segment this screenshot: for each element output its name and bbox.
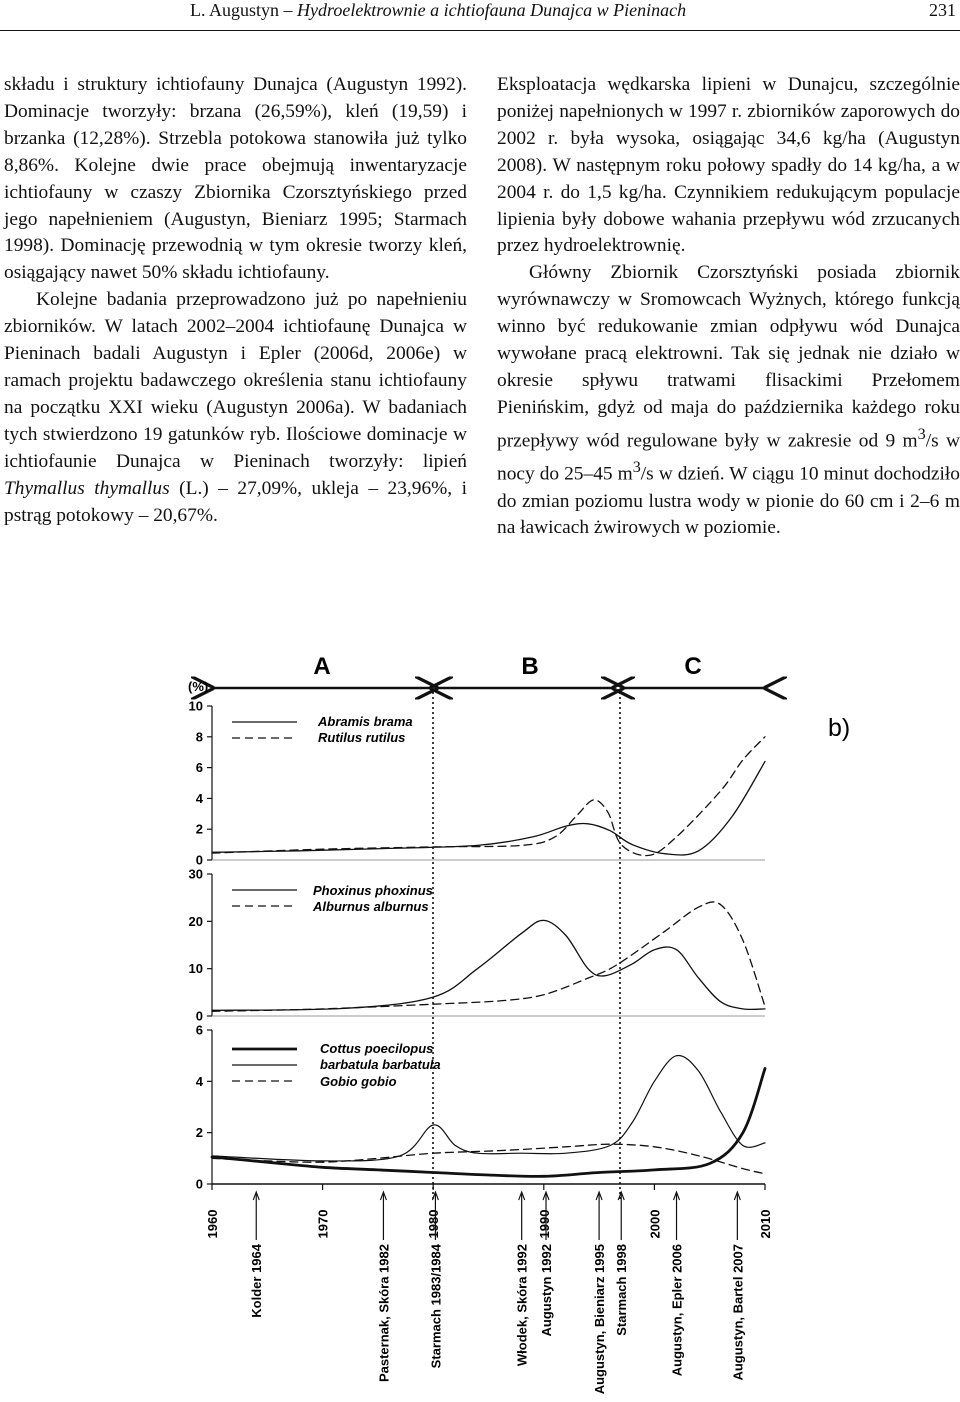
header-citation bbox=[190, 0, 686, 21]
right-paragraph-2 bbox=[497, 260, 960, 542]
y-tick-label: 2 bbox=[195, 1125, 203, 1141]
right-column bbox=[497, 72, 960, 542]
unit-label: (%) bbox=[188, 679, 209, 694]
series-barbatula-barbatula bbox=[212, 1055, 765, 1160]
header-author: L. Augustyn – bbox=[190, 0, 293, 20]
period-label-a: A bbox=[313, 653, 331, 680]
legend-alburnus-alburnus: Alburnus alburnus bbox=[313, 899, 429, 914]
study-label: Pasternak, Skóra 1982 bbox=[376, 1244, 392, 1383]
y-tick-label: 10 bbox=[188, 961, 203, 977]
y-tick-label: 30 bbox=[188, 866, 203, 882]
left-p2-end: (L.) – 27,09%, ukleja – 23,96%, i pstrąg potokowy – 20,67%. bbox=[4, 477, 467, 526]
left-paragraph-1: składu i struktury ichtiofauny Dunajca (Augustyn 1992). Dominacje tworzyły: brzana (26,59%), kleń (19,59) i brzanka (12,28%). Strzebla potokowa stanowiła już tylko 8,86%. Kolejne dwie prace obejmują inwentaryzacje ichtiofauny w czaszy Zbiornika Czorsztyńskiego przed jego napełnieniem (Augustyn, Bieniarz 1995; Starmach 1998). Dominację przewodnią w tym okresie tworzy kleń, osiągający nawet 50% składu ichtiofauny. bbox=[4, 74, 467, 284]
study-label: Włodek, Skóra 1992 bbox=[514, 1244, 530, 1367]
header-title: Hydroelektrownie a ichtiofauna Dunajca w Pieninach bbox=[297, 0, 687, 20]
left-column bbox=[4, 72, 467, 529]
ichthyofauna-chart bbox=[0, 640, 960, 1402]
left-p2-start: Kolejne badania przeprowadzono już po napełnieniu zbiorników. W latach 2002–2004 ichtiofaunę Dunajca w Pieninach badali Augustyn i Epler (2006d, 2006e) w ramach projektu badawczego określenia stanu ichtiofauny na początku XXI wieku (Augustyn 2006a). W badaniach tych stwierdzono 19 gatunków ryb. Ilościowe dominacje w ichtiofaunie Dunajca w Pieninach tworzyły: lipień bbox=[4, 289, 467, 472]
series-phoxinus-phoxinus bbox=[212, 920, 765, 1010]
study-label: Kolder 1964 bbox=[249, 1244, 265, 1318]
y-tick-label: 8 bbox=[195, 729, 203, 745]
study-label: Starmach 1998 bbox=[614, 1244, 630, 1336]
study-label: Augustyn 1992 bbox=[539, 1244, 555, 1337]
y-tick-label: 0 bbox=[195, 852, 203, 868]
panel-2 bbox=[189, 867, 765, 1024]
superscript-3: 3 bbox=[917, 425, 926, 443]
header-rule bbox=[0, 30, 960, 31]
x-tick-label: 2000 bbox=[647, 1209, 663, 1239]
x-tick-label: 1970 bbox=[315, 1209, 331, 1239]
series-abramis-brama bbox=[212, 761, 765, 855]
figure bbox=[0, 640, 960, 1402]
page-number: 231 bbox=[929, 0, 956, 20]
legend-rutilus-rutilus: Rutilus rutilus bbox=[318, 730, 406, 745]
legend-gobio-gobio: Gobio gobio bbox=[320, 1074, 397, 1089]
study-label: Augustyn, Bartel 2007 bbox=[730, 1244, 746, 1381]
panel-1 bbox=[189, 699, 765, 868]
right-p2-b: /s w nocy do 25–45 m bbox=[497, 430, 960, 485]
superscript-3: 3 bbox=[632, 459, 641, 477]
study-label: Starmach 1983/1984 bbox=[428, 1244, 444, 1369]
left-paragraph-2 bbox=[4, 287, 467, 529]
running-header bbox=[0, 0, 960, 24]
panel-label: b) bbox=[828, 714, 851, 742]
period-label-b: B bbox=[521, 653, 539, 680]
right-p2-c: /s w dzień. W ciągu 10 minut dochodziło do zmian poziomu lustra wody w pionie do 60 cm i 2–6 m na ławicach żwirowych w poziomie. bbox=[497, 463, 960, 539]
y-tick-label: 4 bbox=[195, 1073, 203, 1089]
right-p2-a: Główny Zbiornik Czorsztyński posiada zbiornik wyrównawczy w Sromowcach Wyżnych, którego funkcją winno być redukowanie zmian odpływu wód Dunajca wywołane pracą elektrowni. Tak się jednak nie działo w okresie spływu tratwami flisackimi Przełomem Pienińskim, gdyż od maja do października każdego roku przepływy wód regulowane były w zakresie od 9 m bbox=[497, 262, 960, 452]
y-tick-label: 6 bbox=[195, 1022, 203, 1038]
legend-phoxinus-phoxinus: Phoxinus phoxinus bbox=[313, 883, 433, 898]
series-rutilus-rutilus bbox=[212, 737, 765, 856]
y-tick-label: 0 bbox=[195, 1176, 203, 1192]
series-alburnus-alburnus bbox=[212, 902, 765, 1011]
species-name: Thymallus thymallus bbox=[4, 477, 170, 499]
x-tick-label: 1980 bbox=[426, 1209, 442, 1239]
panel-3 bbox=[196, 1023, 765, 1192]
legend-cottus-poecilopus: Cottus poecilopus bbox=[320, 1041, 434, 1056]
y-tick-label: 2 bbox=[195, 821, 203, 837]
right-paragraph-1: Eksploatacja wędkarska lipieni w Dunajcu, szczególnie poniżej napełnionych w 1997 r. zbiorników zaporowych do 2002 r. była wysoka, osiągając 34,6 kg/ha (Augustyn 2008). W następnym roku połowy spadły do 14 kg/ha, a w 2004 r. do 1,5 kg/ha. Czynnikiem redukującym populacje lipienia były dobowe wahania przepływu wód zrzucanych przez hydroelektrownię. bbox=[497, 74, 960, 257]
legend-abramis-brama: Abramis brama bbox=[318, 714, 413, 729]
x-tick-label: 1960 bbox=[205, 1209, 220, 1239]
y-tick-label: 6 bbox=[195, 760, 203, 776]
y-tick-label: 20 bbox=[188, 913, 203, 929]
y-tick-label: 4 bbox=[195, 790, 203, 806]
study-label: Augustyn, Epler 2006 bbox=[669, 1244, 685, 1377]
y-tick-label: 10 bbox=[188, 698, 203, 714]
study-label: Augustyn, Bieniarz 1995 bbox=[592, 1244, 608, 1395]
y-tick-label: 0 bbox=[195, 1008, 203, 1024]
period-label-c: C bbox=[684, 653, 702, 680]
x-tick-label: 1990 bbox=[536, 1209, 552, 1239]
x-tick-label: 2010 bbox=[758, 1209, 773, 1239]
legend-barbatula-barbatula: barbatula barbatula bbox=[320, 1057, 441, 1072]
